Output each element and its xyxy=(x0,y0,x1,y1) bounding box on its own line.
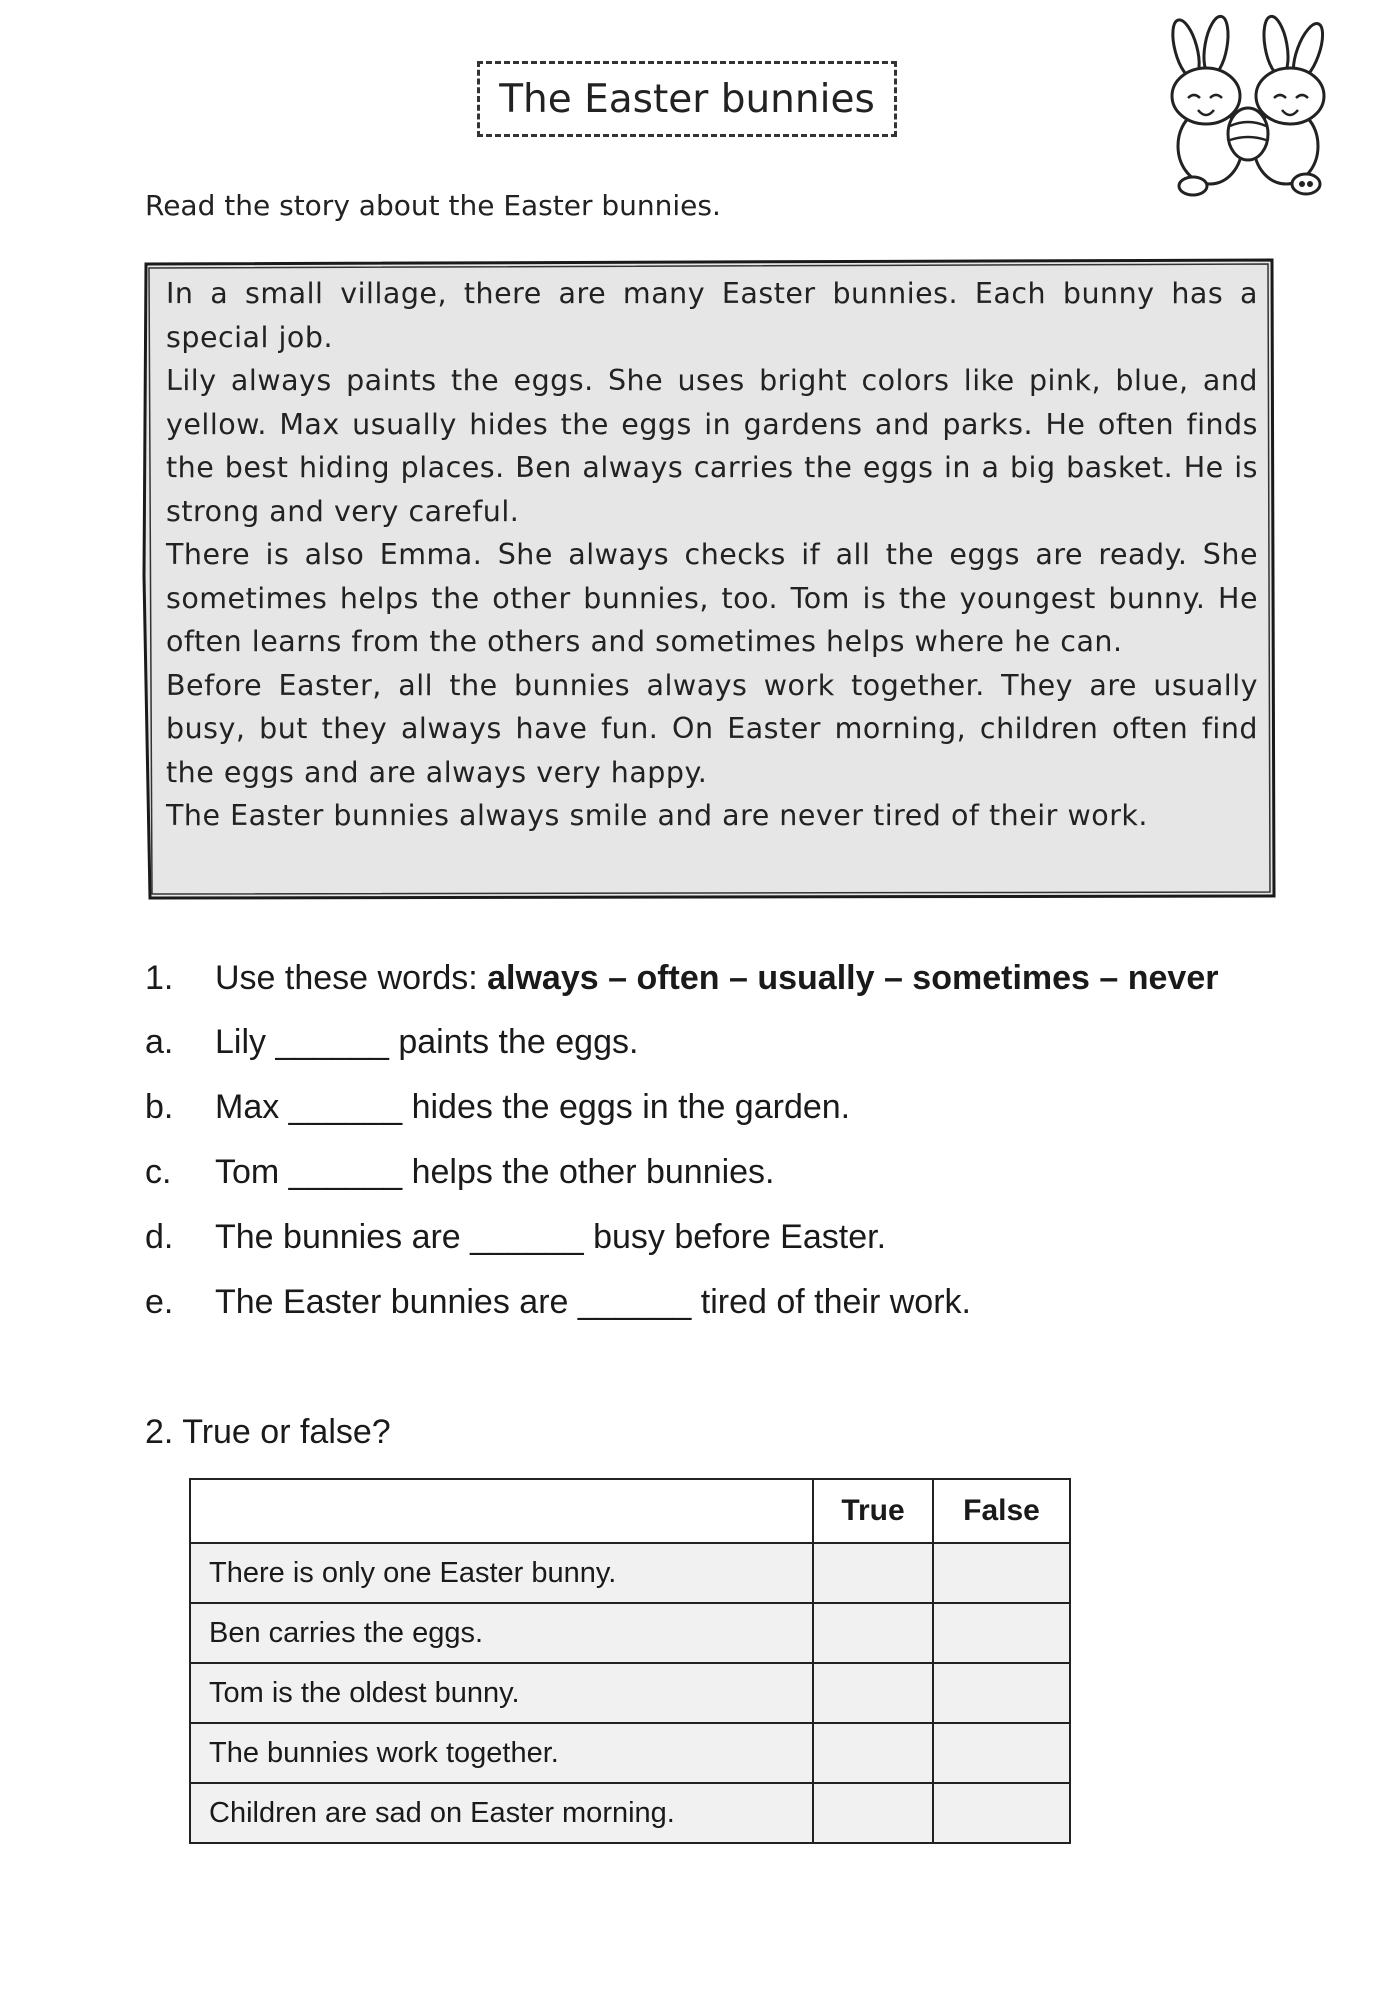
story-paragraph: Lily always paints the eggs. She uses bright colors like pink, blue, and yellow. Max usually hides the eggs in gardens and parks. He often finds the best hiding places. Ben always carries the eggs in a big basket. He is strong and very careful. xyxy=(166,364,1258,528)
exercise1-word-bank: always – often – usually – sometimes – never xyxy=(487,958,1219,997)
story-paragraph: In a small village, there are many Easter bunnies. Each bunny has a special job. xyxy=(166,277,1258,354)
item-letter: d. xyxy=(145,1217,174,1256)
header-true: True xyxy=(813,1479,933,1543)
statement-cell: The bunnies work together. xyxy=(190,1723,813,1783)
false-answer-cell[interactable] xyxy=(933,1543,1070,1603)
item-letter: b. xyxy=(145,1087,174,1126)
table-row xyxy=(190,1783,1070,1843)
true-answer-cell[interactable] xyxy=(813,1543,933,1603)
item-letter: a. xyxy=(145,1022,174,1061)
table-row xyxy=(190,1603,1070,1663)
item-text: Lily ______ paints the eggs. xyxy=(215,1022,639,1061)
false-answer-cell[interactable] xyxy=(933,1723,1070,1783)
header-blank-cell xyxy=(190,1479,813,1543)
table-row xyxy=(190,1543,1070,1603)
item-text: Tom ______ helps the other bunnies. xyxy=(215,1152,775,1191)
story-paragraph: The Easter bunnies always smile and are never tired of their work. xyxy=(166,799,1148,832)
exercise1-item xyxy=(145,1083,850,1131)
true-answer-cell[interactable] xyxy=(813,1723,933,1783)
reading-instruction: Read the story about the Easter bunnies. xyxy=(145,189,721,222)
table-row xyxy=(190,1723,1070,1783)
item-text: Max ______ hides the eggs in the garden. xyxy=(215,1087,851,1126)
header-false: False xyxy=(933,1479,1070,1543)
exercise1-item xyxy=(145,1213,886,1261)
exercise1-prompt xyxy=(145,954,1218,1002)
table-header-row xyxy=(190,1479,1070,1543)
statement-cell: Children are sad on Easter morning. xyxy=(190,1783,813,1843)
exercise1-item xyxy=(145,1018,638,1066)
true-answer-cell[interactable] xyxy=(813,1603,933,1663)
item-text: The bunnies are ______ busy before Easter. xyxy=(215,1217,887,1256)
false-answer-cell[interactable] xyxy=(933,1783,1070,1843)
story-text xyxy=(166,272,1258,838)
exercise1-item xyxy=(145,1148,775,1196)
exercise1-prompt-text: Use these words: xyxy=(215,958,488,997)
true-answer-cell[interactable] xyxy=(813,1663,933,1723)
item-text: The Easter bunnies are ______ tired of their work. xyxy=(215,1282,971,1321)
item-letter: c. xyxy=(145,1152,172,1191)
statement-cell: Tom is the oldest bunny. xyxy=(190,1663,813,1723)
exercise1-item xyxy=(145,1278,971,1326)
story-paragraph: There is also Emma. She always checks if all the eggs are ready. She sometimes helps the other bunnies, too. Tom is the youngest bunny. He often learns from the others and sometimes helps where he can. xyxy=(166,538,1258,658)
true-false-table xyxy=(189,1478,1071,1844)
page-title: The Easter bunnies xyxy=(477,61,897,137)
exercise2-heading: 2. True or false? xyxy=(145,1413,391,1451)
statement-cell: There is only one Easter bunny. xyxy=(190,1543,813,1603)
true-answer-cell[interactable] xyxy=(813,1783,933,1843)
false-answer-cell[interactable] xyxy=(933,1663,1070,1723)
story-paragraph: Before Easter, all the bunnies always work together. They are usually busy, but they always have fun. On Easter morning, children often find the eggs and are always very happy. xyxy=(166,668,1258,789)
statement-cell: Ben carries the eggs. xyxy=(190,1603,813,1663)
false-answer-cell[interactable] xyxy=(933,1603,1070,1663)
item-letter: e. xyxy=(145,1282,174,1321)
exercise1-number: 1. xyxy=(145,958,174,997)
table-row xyxy=(190,1663,1070,1723)
easter-bunnies-illustration xyxy=(1148,14,1348,214)
